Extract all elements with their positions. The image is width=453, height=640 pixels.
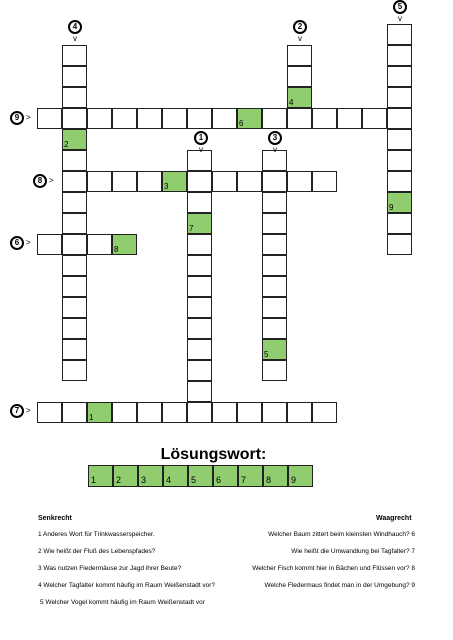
grid-cell[interactable] [387, 108, 412, 129]
word-number: 4 [70, 22, 80, 32]
grid-cell[interactable] [62, 318, 87, 339]
grid-cell[interactable] [137, 108, 162, 129]
grid-cell[interactable] [162, 402, 187, 423]
cell-number: 8 [114, 245, 119, 254]
grid-cell[interactable] [287, 108, 312, 129]
highlighted-cell[interactable] [62, 129, 87, 150]
grid-cell[interactable] [187, 339, 212, 360]
cell-number: 1 [89, 413, 94, 422]
grid-cell[interactable] [187, 171, 212, 192]
grid-cell[interactable] [287, 45, 312, 66]
grid-cell[interactable] [387, 45, 412, 66]
grid-cell[interactable] [187, 192, 212, 213]
grid-cell[interactable] [62, 402, 87, 423]
grid-cell[interactable] [62, 87, 87, 108]
arrow-down-icon: v [298, 34, 302, 43]
grid-cell[interactable] [287, 171, 312, 192]
cell-number: 4 [289, 98, 294, 107]
grid-cell[interactable] [87, 234, 112, 255]
solution-title: Lösungswort: [160, 446, 267, 463]
clue-down-2: 2 Wie heißt der Fluß des Lebenspfades? [38, 548, 156, 555]
grid-cell[interactable] [62, 339, 87, 360]
clue-across-8: Welcher Fisch kommt hier in Bächen und Flüssen vor? 8 [252, 565, 415, 572]
solution-cell[interactable] [88, 465, 113, 487]
grid-cell[interactable] [262, 297, 287, 318]
grid-cell[interactable] [162, 108, 187, 129]
word-number: 1 [196, 133, 206, 143]
grid-cell[interactable] [187, 381, 212, 402]
arrow-right-icon: > [26, 238, 31, 247]
grid-cell[interactable] [62, 108, 87, 129]
clue-across-6: Welcher Baum zittert beim kleinsten Windhauch? 6 [268, 531, 415, 538]
grid-cell[interactable] [37, 402, 62, 423]
grid-cell[interactable] [237, 402, 262, 423]
solution-number: 8 [266, 475, 272, 485]
grid-cell[interactable] [312, 402, 337, 423]
word-number: 5 [395, 2, 405, 12]
word-number: 3 [270, 133, 280, 143]
grid-cell[interactable] [362, 108, 387, 129]
word-number: 9 [12, 113, 22, 123]
grid-cell[interactable] [87, 171, 112, 192]
grid-cell[interactable] [187, 297, 212, 318]
senkrecht-heading: Senkrecht [38, 515, 72, 522]
highlighted-cell[interactable] [262, 339, 287, 360]
arrow-right-icon: > [26, 406, 31, 415]
grid-cell[interactable] [62, 255, 87, 276]
grid-cell[interactable] [387, 234, 412, 255]
grid-cell[interactable] [312, 108, 337, 129]
cell-number: 2 [64, 140, 69, 149]
grid-cell[interactable] [387, 87, 412, 108]
clue-down-3: 3 Was nutzen Fledermäuse zur Jagd ihrer Beute? [38, 565, 182, 572]
grid-cell[interactable] [262, 192, 287, 213]
solution-cell[interactable] [213, 465, 238, 487]
grid-cell[interactable] [187, 234, 212, 255]
word-number: 6 [12, 238, 22, 248]
clue-down-5: 5 Welcher Vogel kommt häufig im Raum Weißenstadt vor [40, 599, 205, 606]
grid-cell[interactable] [387, 213, 412, 234]
cell-number: 7 [189, 224, 194, 233]
word-number: 7 [12, 406, 22, 416]
grid-cell[interactable] [262, 213, 287, 234]
arrow-down-icon: v [398, 14, 402, 23]
grid-cell[interactable] [387, 150, 412, 171]
highlighted-cell[interactable] [237, 108, 262, 129]
grid-cell[interactable] [112, 108, 137, 129]
grid-cell[interactable] [87, 108, 112, 129]
grid-cell[interactable] [187, 108, 212, 129]
grid-cell[interactable] [112, 402, 137, 423]
grid-cell[interactable] [262, 108, 287, 129]
solution-number: 3 [141, 475, 147, 485]
grid-cell[interactable] [62, 45, 87, 66]
grid-cell[interactable] [262, 234, 287, 255]
cell-number: 9 [389, 203, 394, 212]
grid-cell[interactable] [387, 24, 412, 45]
grid-cell[interactable] [62, 297, 87, 318]
clue-down-4: 4 Welcher Tagfalter kommt häufig im Raum Weißenstadt vor? [38, 582, 216, 589]
grid-cell[interactable] [387, 66, 412, 87]
highlighted-cell[interactable] [187, 213, 212, 234]
waagrecht-heading: Waagrecht [376, 515, 412, 522]
grid-cell[interactable] [287, 66, 312, 87]
grid-cell[interactable] [262, 276, 287, 297]
grid-cell[interactable] [237, 171, 262, 192]
solution-number: 9 [291, 475, 297, 485]
grid-cell[interactable] [62, 213, 87, 234]
solution-number: 4 [166, 475, 172, 485]
solution-number: 7 [241, 475, 247, 485]
cell-number: 5 [264, 350, 269, 359]
highlighted-cell[interactable] [112, 234, 137, 255]
grid-cell[interactable] [62, 360, 87, 381]
grid-cell[interactable] [137, 402, 162, 423]
highlighted-cell[interactable] [387, 192, 412, 213]
solution-cell[interactable] [188, 465, 213, 487]
grid-cell[interactable] [262, 171, 287, 192]
grid-cell[interactable] [287, 402, 312, 423]
arrow-down-icon: v [73, 34, 77, 43]
arrow-right-icon: > [49, 176, 54, 185]
grid-cell[interactable] [262, 402, 287, 423]
cell-number: 6 [239, 119, 244, 128]
solution-number: 5 [191, 475, 197, 485]
highlighted-cell[interactable] [162, 171, 187, 192]
grid-cell[interactable] [62, 171, 87, 192]
grid-cell[interactable] [62, 276, 87, 297]
solution-cell[interactable] [263, 465, 288, 487]
word-number: 8 [35, 176, 45, 186]
grid-cell[interactable] [187, 276, 212, 297]
solution-cell[interactable] [113, 465, 138, 487]
grid-cell[interactable] [187, 402, 212, 423]
grid-cell[interactable] [212, 171, 237, 192]
grid-cell[interactable] [212, 402, 237, 423]
grid-cell[interactable] [187, 255, 212, 276]
solution-number: 2 [116, 475, 122, 485]
clue-across-7: Wie heißt die Umwandlung bei Tagfalter? 7 [291, 548, 415, 555]
clue-down-1: 1 Anderes Wort für Trinkwasserspeicher. [38, 531, 155, 538]
grid-cell[interactable] [387, 171, 412, 192]
grid-cell[interactable] [37, 108, 62, 129]
grid-cell[interactable] [212, 108, 237, 129]
grid-cell[interactable] [262, 360, 287, 381]
arrow-down-icon: v [273, 145, 277, 154]
arrow-down-icon: v [199, 145, 203, 154]
grid-cell[interactable] [187, 360, 212, 381]
grid-cell[interactable] [387, 129, 412, 150]
grid-cell[interactable] [62, 150, 87, 171]
grid-cell[interactable] [262, 255, 287, 276]
arrow-right-icon: > [26, 113, 31, 122]
highlighted-cell[interactable] [87, 402, 112, 423]
highlighted-cell[interactable] [287, 87, 312, 108]
grid-cell[interactable] [137, 171, 162, 192]
solution-number: 1 [91, 475, 97, 485]
grid-cell[interactable] [187, 318, 212, 339]
solution-cell[interactable] [288, 465, 313, 487]
cell-number: 3 [164, 182, 169, 191]
solution-cell[interactable] [138, 465, 163, 487]
grid-cell[interactable] [112, 171, 137, 192]
solution-number: 6 [216, 475, 222, 485]
grid-cell[interactable] [62, 234, 87, 255]
grid-cell[interactable] [262, 318, 287, 339]
solution-cell[interactable] [163, 465, 188, 487]
grid-cell[interactable] [37, 234, 62, 255]
word-number: 2 [295, 22, 305, 32]
solution-cell[interactable] [238, 465, 263, 487]
clue-across-9: Welche Fledermaus findet man in der Umgebung? 9 [264, 582, 415, 589]
grid-cell[interactable] [312, 171, 337, 192]
grid-cell[interactable] [62, 192, 87, 213]
grid-cell[interactable] [337, 108, 362, 129]
grid-cell[interactable] [62, 66, 87, 87]
